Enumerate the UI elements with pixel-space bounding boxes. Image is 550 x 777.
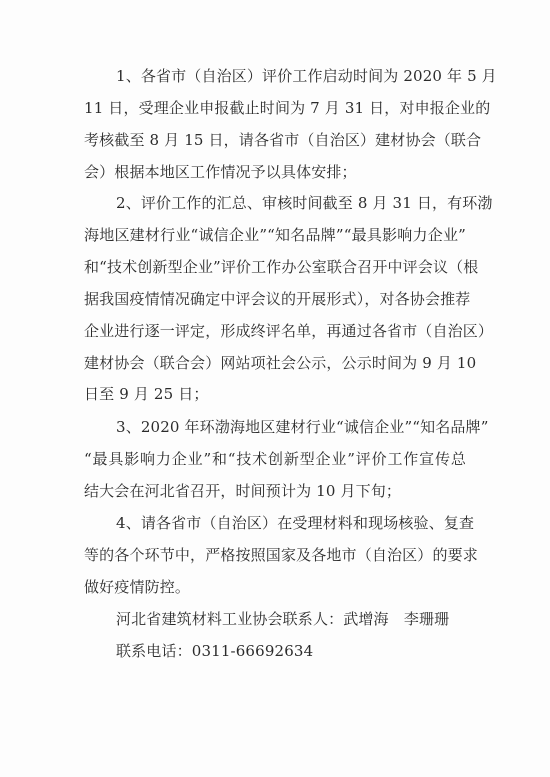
text-line: 等的各个环节中，严格按照国家及各地市（自治区）的要求 (84, 546, 478, 564)
contact-person: 河北省建筑材料工业协会联系人：武增海 李珊珊 (116, 610, 450, 628)
text-line: 3、2020 年环渤海地区建材行业“诚信企业”“知名品牌” (116, 418, 489, 436)
text-line: 2、评价工作的汇总、审核时间截至 8 月 31 日，有环渤 (116, 194, 493, 212)
text-line: 做好疫情防控。 (84, 578, 191, 596)
text-line: 会）根据本地区工作情况予以具体安排； (84, 163, 357, 181)
text-line: 海地区建材行业“诚信企业”“知名品牌”“最具影响力企业” (84, 226, 466, 244)
text-line: 1、各省市（自治区）评价工作启动时间为 2020 年 5 月 (116, 67, 497, 85)
text-line: “最具影响力企业”和“技术创新型企业”评价工作宣传总 (84, 450, 466, 468)
text-line: 建材协会（联合会）网站项社会公示，公示时间为 9 月 10 (84, 354, 477, 372)
text-line: 日至 9 月 25 日； (84, 385, 209, 403)
text-line: 企业进行逐一评定，形成终评名单，再通过各省市（自治区） (84, 322, 494, 340)
text-line: 11 日，受理企业申报截止时间为 7 月 31 日，对申报企业的 (84, 99, 491, 117)
text-line: 4、请各省市（自治区）在受理材料和现场核验、复查 (116, 514, 475, 532)
text-line: 结大会在河北省召开，时间预计为 10 月下旬； (84, 482, 402, 500)
text-line: 和“技术创新型企业”评价工作办公室联合召开中评会议（根 (84, 258, 479, 276)
text-line: 考核截至 8 月 15 日，请各省市（自治区）建材协会（联合 (84, 131, 482, 149)
contact-phone: 联系电话：0311-66692634 (116, 642, 314, 660)
text-line: 据我国疫情情况确定中评会议的开展形式），对各协会推荐 (84, 290, 471, 308)
